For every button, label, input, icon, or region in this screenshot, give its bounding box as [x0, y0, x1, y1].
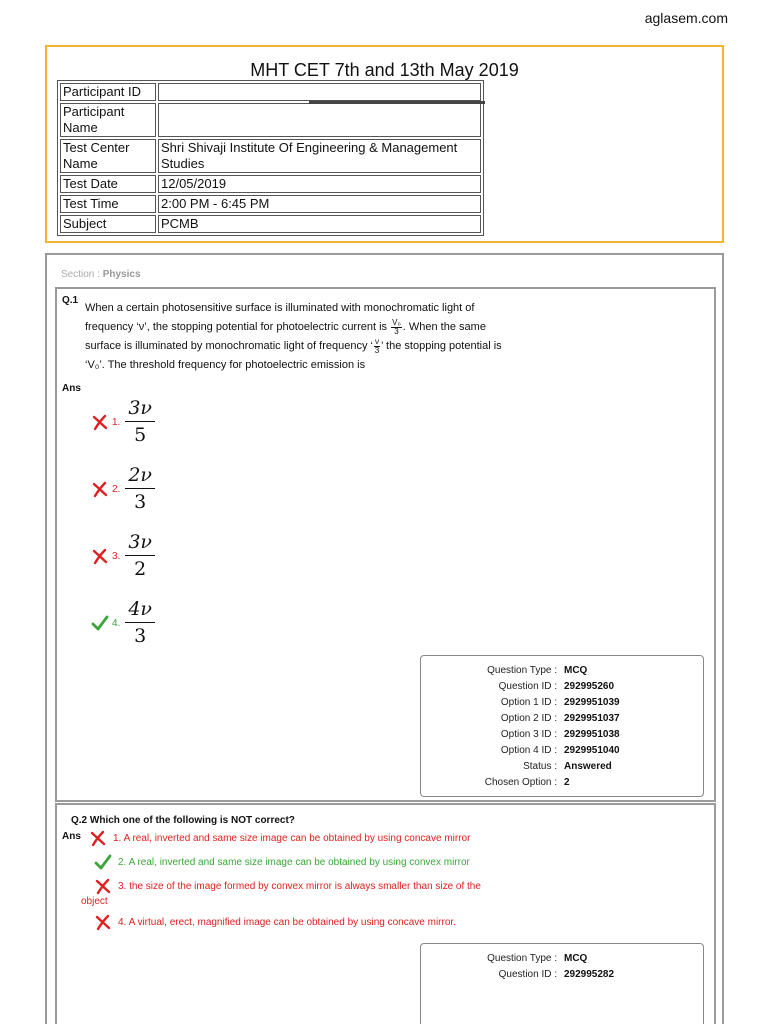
answer-label: Ans [62, 831, 81, 842]
fraction-denominator: 3 [374, 345, 380, 355]
row-label: Participant ID [60, 83, 156, 101]
option-text: 3. the size of the image formed by convex mirror is always smaller than size of the [118, 881, 481, 892]
option-text: 4. A virtual, erect, magnified image can be obtained by using concave mirror. [118, 917, 456, 928]
fraction-numerator: 4ν [125, 598, 155, 623]
fraction-numerator: ν [374, 336, 379, 346]
option-number: 3. [112, 550, 121, 562]
header-box [45, 45, 724, 243]
meta-value: MCQ [564, 953, 588, 964]
row-value: PCMB [158, 215, 481, 233]
row-value [158, 103, 481, 137]
wrong-mark-icon [94, 877, 112, 895]
fraction-denominator: 3 [134, 625, 147, 647]
option-2[interactable] [94, 853, 470, 871]
fraction-numerator: 2ν [125, 464, 155, 489]
meta-value: 292995282 [564, 969, 615, 980]
meta-key: Option 4 ID : [500, 745, 557, 756]
table-row [60, 83, 481, 101]
table-row [60, 215, 481, 233]
question-meta-box [420, 655, 704, 797]
meta-value: 292995260 [564, 681, 615, 692]
meta-value: Answered [564, 761, 612, 772]
question-text-part: . When the same surface is illuminated by monochromatic light of frequency ‘ [85, 321, 486, 352]
fraction-numerator: 3ν [125, 397, 155, 422]
page-title: MHT CET 7th and 13th May 2019 [250, 60, 519, 80]
row-label: Test Date [60, 175, 156, 193]
meta-key: Question Type : [487, 665, 557, 676]
question-text [85, 299, 515, 375]
option-4[interactable] [91, 598, 155, 648]
fraction-numerator: V₀ [392, 317, 401, 327]
row-value: 12/05/2019 [158, 175, 481, 193]
option-3[interactable] [94, 877, 481, 895]
wrong-mark-icon [91, 413, 109, 431]
row-label: Subject [60, 215, 156, 233]
question-number: Q.2 [71, 815, 88, 826]
option-3[interactable] [91, 531, 155, 581]
inline-fraction [374, 338, 380, 355]
table-row [60, 139, 481, 173]
row-value: 2:00 PM - 6:45 PM [158, 195, 481, 213]
meta-value: 2929951038 [564, 729, 620, 740]
option-text: 2. A real, inverted and same size image can be obtained by using convex mirror [118, 857, 470, 868]
row-value [158, 83, 481, 101]
wrong-mark-icon [91, 547, 109, 565]
option-1[interactable] [91, 397, 155, 447]
question-paper [45, 253, 724, 1024]
meta-key: Question ID : [498, 681, 557, 692]
check-mark-icon [94, 853, 112, 871]
option-fraction [125, 531, 155, 581]
table-row [60, 103, 481, 137]
check-mark-icon [91, 614, 109, 632]
site-watermark: aglasem.com [644, 10, 728, 26]
row-label: Test Center Name [60, 139, 156, 173]
question-1 [55, 287, 716, 802]
meta-key: Chosen Option : [484, 777, 557, 788]
question-text-part: Which one of the following is NOT correct? [89, 815, 295, 826]
option-1[interactable] [89, 829, 470, 847]
meta-key: Status : [523, 761, 557, 772]
meta-key: Option 2 ID : [500, 713, 557, 724]
table-row [60, 195, 481, 213]
fraction-numerator: 3ν [125, 531, 155, 556]
answer-label: Ans [62, 383, 81, 394]
option-text-continuation: object [81, 896, 108, 907]
meta-value: 2 [564, 777, 570, 788]
meta-key: Option 1 ID : [500, 697, 557, 708]
meta-value: MCQ [564, 665, 588, 676]
section-label [61, 269, 141, 280]
option-number: 1. [112, 416, 121, 428]
wrong-mark-icon [94, 913, 112, 931]
wrong-mark-icon [91, 480, 109, 498]
wrong-mark-icon [89, 829, 107, 847]
option-fraction [125, 598, 155, 648]
option-text: 1. A real, inverted and same size image can be obtained by using concave mirror [113, 833, 471, 844]
meta-key: Question Type : [487, 953, 557, 964]
meta-key: Question ID : [498, 969, 557, 980]
option-number: 4. [112, 617, 121, 629]
question-2 [55, 803, 716, 1024]
question-text-part: When a certain photosensitive surface is illuminated with monochromatic light of frequency ‘ν’, the stopping potential for photoelectric current is [85, 302, 475, 333]
option-fraction [125, 397, 155, 447]
fraction-denominator: 5 [134, 424, 147, 446]
question-meta-box [420, 943, 704, 1024]
option-number: 2. [112, 483, 121, 495]
section-name: Physics [102, 269, 141, 280]
inline-fraction [391, 319, 402, 336]
question-text [71, 815, 295, 826]
option-fraction [125, 464, 155, 514]
fraction-denominator: 2 [134, 558, 147, 580]
fraction-denominator: 3 [134, 491, 147, 513]
question-text-part: ’ the stopping potential is ‘V₀’. The threshold frequency for photoelectric emission is [85, 340, 502, 371]
fraction-denominator: 3 [394, 326, 399, 336]
redaction-bar [309, 101, 485, 104]
option-2[interactable] [91, 464, 155, 514]
option-4[interactable] [94, 913, 456, 931]
row-label: Participant Name [60, 103, 156, 137]
meta-value: 2929951039 [564, 697, 620, 708]
meta-value: 2929951037 [564, 713, 620, 724]
meta-key: Option 3 ID : [500, 729, 557, 740]
row-value: Shri Shivaji Institute Of Engineering & Management Studies [158, 139, 481, 173]
table-row [60, 175, 481, 193]
row-label: Test Time [60, 195, 156, 213]
meta-value: 2929951040 [564, 745, 620, 756]
question-number: Q.1 [62, 295, 79, 306]
section-prefix: Section : [61, 269, 103, 280]
